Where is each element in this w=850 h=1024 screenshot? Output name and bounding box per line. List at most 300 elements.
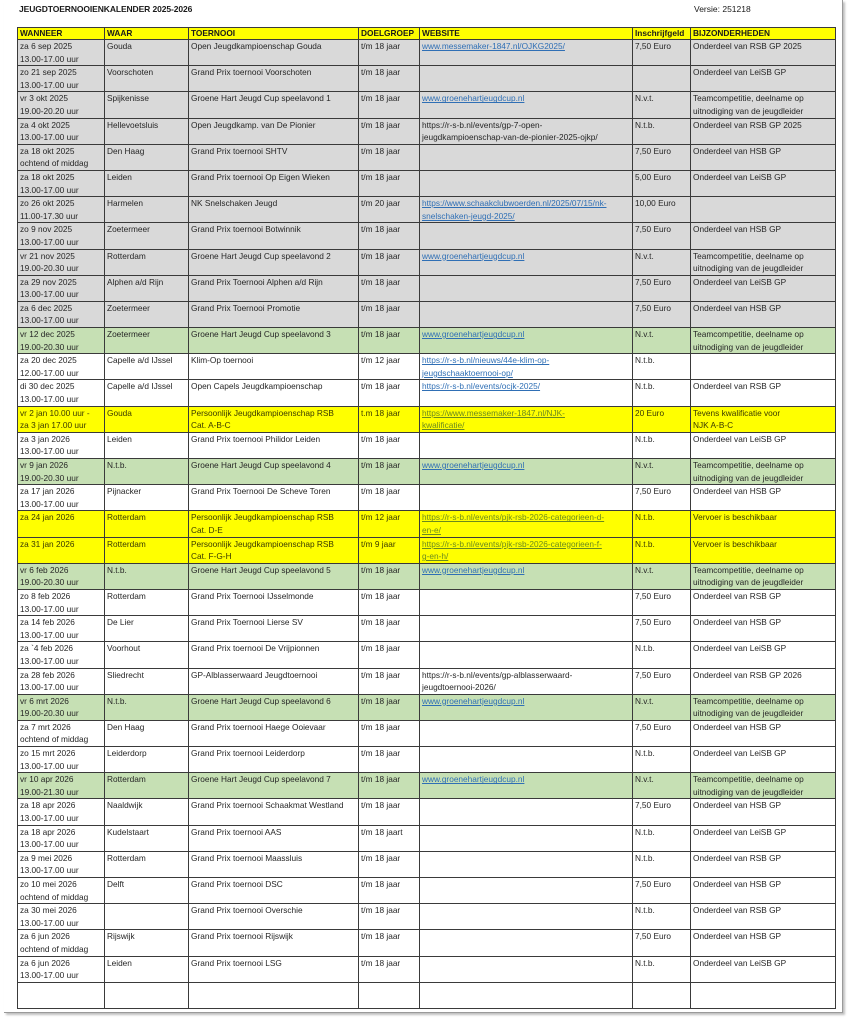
website-link[interactable]: www.groenehartjeugdcup.nl — [422, 93, 525, 104]
cell-website[interactable] — [420, 773, 633, 799]
cell-bijzonderheden-line: Onderdeel van LeiSB GP — [693, 433, 787, 444]
cell-toernooi — [189, 92, 359, 118]
cell-toernooi-line: Cat. A-B-C — [191, 420, 231, 431]
cell-toernooi-line: Groene Hart Jeugd Cup speelavond 7 — [191, 774, 331, 785]
cell-website[interactable] — [420, 249, 633, 275]
cell-bijzonderheden — [691, 406, 836, 432]
cell-inschrijfgeld: N.v.t. — [633, 694, 691, 720]
cell-wanneer-line: za 18 apr 2026 — [20, 826, 76, 837]
cell-inschrijfgeld: 7,50 Euro — [633, 144, 691, 170]
table-row — [18, 328, 836, 354]
cell-wanneer — [18, 459, 105, 485]
cell-bijzonderheden-line: Teamcompetitie, deelname op — [693, 250, 804, 261]
cell-inschrijfgeld — [633, 982, 691, 1008]
cell-wanneer — [18, 563, 105, 589]
cell-wanneer — [18, 170, 105, 196]
cell-toernooi — [189, 354, 359, 380]
cell-inschrijfgeld: N.t.b. — [633, 851, 691, 877]
cell-toernooi — [189, 118, 359, 144]
cell-wanneer-line: di 30 dec 2025 — [20, 381, 75, 392]
cell-toernooi — [189, 328, 359, 354]
cell-bijzonderheden — [691, 747, 836, 773]
cell-bijzonderheden — [691, 799, 836, 825]
cell-bijzonderheden — [691, 642, 836, 668]
cell-website-line: https://r-s-b.nl/events/gp-alblasserwaard- — [422, 669, 573, 680]
cell-doelgroep: t/m 18 jaar — [359, 66, 420, 92]
cell-doelgroep: t/m 18 jaar — [359, 773, 420, 799]
cell-doelgroep: t/m 18 jaar — [359, 92, 420, 118]
cell-doelgroep: t.m 18 jaar — [359, 406, 420, 432]
cell-bijzonderheden-line: Onderdeel van LeiSB GP — [693, 276, 787, 287]
cell-bijzonderheden-line: Teamcompetitie, deelname op — [693, 774, 804, 785]
cell-waar: Pijnacker — [105, 485, 189, 511]
cell-bijzonderheden — [691, 275, 836, 301]
cell-wanneer-line: 13.00-17.00 uur — [20, 184, 79, 195]
table-row — [18, 197, 836, 223]
cell-toernooi — [189, 170, 359, 196]
cell-inschrijfgeld: N.t.b. — [633, 747, 691, 773]
header-inschrijfgeld: Inschrijfgeld — [633, 28, 691, 40]
cell-wanneer-line: za 20 dec 2025 — [20, 355, 77, 366]
cell-wanneer-line: 13.00-17.00 uur — [20, 315, 79, 326]
cell-bijzonderheden-line: uitnodiging van de jeugdleider — [693, 341, 804, 352]
cell-wanneer-line: za 14 feb 2026 — [20, 617, 75, 628]
table-row — [18, 511, 836, 537]
cell-toernooi-line: Grand Prix toernooi Op Eigen Wieken — [191, 171, 330, 182]
website-link[interactable]: jeugdschaaktoernooi-op/ — [422, 367, 513, 378]
cell-doelgroep: t/m 18 jaar — [359, 249, 420, 275]
cell-bijzonderheden — [691, 328, 836, 354]
cell-wanneer-line: vr 6 feb 2026 — [20, 564, 69, 575]
cell-bijzonderheden — [691, 432, 836, 458]
cell-bijzonderheden-line: Onderdeel van RSB GP 2025 — [693, 119, 802, 130]
table-row — [18, 904, 836, 930]
cell-toernooi-line: Grand Prix toernooi SHTV — [191, 145, 288, 156]
cell-doelgroep: t/m 9 jaar — [359, 537, 420, 563]
cell-bijzonderheden-line: Onderdeel van LeiSB GP — [693, 171, 787, 182]
cell-bijzonderheden — [691, 930, 836, 956]
cell-wanneer — [18, 773, 105, 799]
cell-waar: N.t.b. — [105, 459, 189, 485]
cell-doelgroep: t/m 18 jaar — [359, 144, 420, 170]
cell-bijzonderheden-line: Onderdeel van RSB GP — [693, 905, 782, 916]
cell-toernooi-line: Grand Prix Toernooi Promotie — [191, 302, 301, 313]
cell-inschrijfgeld: N.t.b. — [633, 432, 691, 458]
cell-inschrijfgeld: N.t.b. — [633, 118, 691, 144]
table-row — [18, 406, 836, 432]
cell-website — [420, 589, 633, 615]
cell-toernooi — [189, 144, 359, 170]
cell-toernooi — [189, 223, 359, 249]
cell-bijzonderheden — [691, 904, 836, 930]
cell-wanneer — [18, 301, 105, 327]
cell-wanneer-line: zo 8 feb 2026 — [20, 590, 71, 601]
cell-toernooi-line: Groene Hart Jeugd Cup speelavond 1 — [191, 93, 331, 104]
cell-waar: Harmelen — [105, 197, 189, 223]
cell-doelgroep: t/m 18 jaar — [359, 904, 420, 930]
cell-website — [420, 118, 633, 144]
cell-wanneer-line: vr 6 mrt 2026 — [20, 695, 69, 706]
cell-wanneer-line: za 28 feb 2026 — [20, 669, 75, 680]
cell-wanneer-line: 19.00-21.30 uur — [20, 786, 79, 797]
cell-wanneer — [18, 249, 105, 275]
table-row — [18, 589, 836, 615]
cell-wanneer-line: 13.00-17.00 uur — [20, 53, 79, 64]
cell-toernooi — [189, 773, 359, 799]
cell-toernooi-line: Grand Prix toernooi Schaakmat Westland — [191, 800, 344, 811]
cell-waar — [105, 904, 189, 930]
cell-bijzonderheden-line: uitnodiging van de jeugdleider — [693, 708, 804, 719]
cell-website — [420, 432, 633, 458]
cell-inschrijfgeld: N.v.t. — [633, 249, 691, 275]
cell-wanneer-line: 13.00-17.00 uur — [20, 603, 79, 614]
cell-inschrijfgeld: 20 Euro — [633, 406, 691, 432]
cell-toernooi — [189, 40, 359, 66]
cell-wanneer — [18, 956, 105, 982]
cell-wanneer-line: ochtend of middag — [20, 158, 89, 169]
cell-bijzonderheden-line: Onderdeel van RSB GP 2026 — [693, 669, 802, 680]
cell-doelgroep: t/m 18 jaar — [359, 118, 420, 144]
cell-bijzonderheden-line: uitnodiging van de jeugdleider — [693, 263, 804, 274]
cell-wanneer-line: 13.00-17.00 uur — [20, 970, 79, 981]
cell-doelgroep: t/m 18 jaar — [359, 432, 420, 458]
cell-wanneer — [18, 40, 105, 66]
cell-website[interactable] — [420, 354, 633, 380]
cell-toernooi — [189, 459, 359, 485]
website-link[interactable]: www.groenehartjeugdcup.nl — [422, 460, 525, 470]
cell-waar: Rotterdam — [105, 589, 189, 615]
cell-wanneer-line: 13.00-17.00 uur — [20, 394, 79, 405]
cell-website[interactable] — [420, 92, 633, 118]
cell-bijzonderheden — [691, 485, 836, 511]
website-link[interactable]: www.messemaker-1847.nl/OJKG2025/ — [422, 41, 565, 51]
cell-inschrijfgeld: N.v.t. — [633, 563, 691, 589]
cell-website — [420, 66, 633, 92]
cell-inschrijfgeld: N.t.b. — [633, 956, 691, 982]
website-link[interactable]: www.groenehartjeugdcup.nl — [422, 329, 525, 340]
cell-inschrijfgeld: 7,50 Euro — [633, 668, 691, 694]
cell-toernooi-line: Grand Prix Toernooi Lierse SV — [191, 617, 303, 628]
cell-wanneer — [18, 904, 105, 930]
cell-inschrijfgeld: N.t.b. — [633, 511, 691, 537]
cell-website[interactable] — [420, 40, 633, 66]
cell-website — [420, 825, 633, 851]
cell-waar — [105, 982, 189, 1008]
website-link[interactable]: www.groenehartjeugdcup.nl — [422, 774, 525, 785]
cell-bijzonderheden-line: Teamcompetitie, deelname op — [693, 329, 804, 340]
cell-toernooi-line: Persoonlijk Jeugdkampioenschap RSB — [191, 407, 334, 418]
cell-bijzonderheden — [691, 956, 836, 982]
cell-waar: Spijkenisse — [105, 92, 189, 118]
table-row — [18, 144, 836, 170]
cell-bijzonderheden — [691, 170, 836, 196]
cell-waar: Gouda — [105, 406, 189, 432]
cell-inschrijfgeld: 7,50 Euro — [633, 301, 691, 327]
cell-toernooi-line: Grand Prix toernooi De Vrijpionnen — [191, 643, 320, 654]
website-link[interactable]: snelschaken-jeugd-2025/ — [422, 210, 515, 221]
cell-wanneer — [18, 825, 105, 851]
table-row — [18, 982, 836, 1008]
cell-inschrijfgeld: N.t.b. — [633, 380, 691, 406]
cell-bijzonderheden-line: uitnodiging van de jeugdleider — [693, 577, 804, 588]
cell-bijzonderheden-line: Onderdeel van LeiSB GP — [693, 826, 787, 837]
cell-inschrijfgeld — [633, 66, 691, 92]
table-row — [18, 563, 836, 589]
cell-doelgroep: t/m 18 jaar — [359, 40, 420, 66]
cell-bijzonderheden-line: NJK A-B-C — [693, 420, 734, 431]
cell-doelgroep: t/m 18 jaart — [359, 825, 420, 851]
cell-wanneer — [18, 66, 105, 92]
cell-inschrijfgeld: N.t.b. — [633, 642, 691, 668]
cell-waar: Rotterdam — [105, 511, 189, 537]
cell-wanneer-line: 13.00-17.00 uur — [20, 917, 79, 928]
cell-wanneer-line: za 18 okt 2025 — [20, 171, 75, 182]
cell-toernooi-line: Grand Prix toernooi LSG — [191, 957, 282, 968]
cell-inschrijfgeld: 7,50 Euro — [633, 799, 691, 825]
cell-bijzonderheden — [691, 301, 836, 327]
cell-toernooi — [189, 720, 359, 746]
cell-doelgroep: t/m 18 jaar — [359, 170, 420, 196]
cell-bijzonderheden-line: uitnodiging van de jeugdleider — [693, 472, 804, 483]
table-row — [18, 354, 836, 380]
cell-wanneer-line: za 6 sep 2025 — [20, 41, 73, 51]
cell-waar: Capelle a/d IJssel — [105, 354, 189, 380]
website-link[interactable]: en-e/ — [422, 524, 441, 535]
cell-website[interactable] — [420, 380, 633, 406]
cell-wanneer — [18, 878, 105, 904]
cell-toernooi-line: GP-Alblasserwaard Jeugdtoernooi — [191, 669, 318, 680]
cell-waar: N.t.b. — [105, 563, 189, 589]
cell-toernooi-line: Grand Prix toernooi Philidor Leiden — [191, 433, 321, 444]
cell-doelgroep: t/m 18 jaar — [359, 589, 420, 615]
cell-wanneer — [18, 799, 105, 825]
cell-bijzonderheden — [691, 511, 836, 537]
cell-website — [420, 275, 633, 301]
website-link[interactable]: https://www.messemaker-1847.nl/NJK- — [422, 407, 565, 418]
header-doelgroep: DOELGROEP — [359, 28, 420, 40]
cell-wanneer-line: za 6 dec 2025 — [20, 302, 73, 313]
website-link[interactable]: www.groenehartjeugdcup.nl — [422, 695, 525, 706]
cell-website[interactable] — [420, 694, 633, 720]
cell-waar: Den Haag — [105, 144, 189, 170]
table-row — [18, 301, 836, 327]
cell-website[interactable] — [420, 459, 633, 485]
cell-bijzonderheden-line: Onderdeel van LeiSB GP — [693, 748, 787, 759]
cell-bijzonderheden — [691, 851, 836, 877]
cell-wanneer — [18, 747, 105, 773]
header-toernooi: TOERNOOI — [189, 28, 359, 40]
website-link[interactable]: https://www.schaakclubwoerden.nl/2025/07/15/nk- — [422, 198, 607, 209]
cell-website[interactable] — [420, 406, 633, 432]
cell-website[interactable] — [420, 563, 633, 589]
cell-bijzonderheden-line: Vervoer is beschikbaar — [693, 538, 777, 549]
cell-wanneer-line: ochtend of middag — [20, 734, 89, 745]
cell-toernooi — [189, 825, 359, 851]
cell-wanneer — [18, 354, 105, 380]
cell-bijzonderheden — [691, 563, 836, 589]
cell-doelgroep: t/m 18 jaar — [359, 668, 420, 694]
table-row — [18, 459, 836, 485]
cell-wanneer — [18, 982, 105, 1008]
cell-doelgroep: t/m 18 jaar — [359, 380, 420, 406]
cell-bijzonderheden-line: Teamcompetitie, deelname op — [693, 460, 804, 470]
cell-bijzonderheden — [691, 118, 836, 144]
cell-doelgroep: t/m 18 jaar — [359, 616, 420, 642]
cell-wanneer-line: za 6 jun 2026 — [20, 931, 70, 942]
cell-bijzonderheden — [691, 825, 836, 851]
cell-toernooi — [189, 878, 359, 904]
cell-inschrijfgeld: 10,00 Euro — [633, 197, 691, 223]
cell-website[interactable] — [420, 537, 633, 563]
cell-inschrijfgeld: N.v.t. — [633, 92, 691, 118]
table-row — [18, 537, 836, 563]
cell-wanneer-line: 12.00-17.00 uur — [20, 367, 79, 378]
cell-bijzonderheden — [691, 537, 836, 563]
cell-website-line: jeugdkampioenschap-van-de-pionier-2025-ojkp/ — [422, 132, 598, 143]
cell-wanneer-line: 13.00-17.00 uur — [20, 79, 79, 90]
cell-doelgroep: t/m 18 jaar — [359, 485, 420, 511]
cell-bijzonderheden-line: Teamcompetitie, deelname op — [693, 564, 804, 575]
cell-waar: Leiden — [105, 432, 189, 458]
cell-bijzonderheden — [691, 720, 836, 746]
cell-toernooi — [189, 485, 359, 511]
cell-toernooi — [189, 616, 359, 642]
cell-wanneer-line: 13.00-17.00 uur — [20, 655, 79, 666]
cell-doelgroep: t/m 18 jaar — [359, 956, 420, 982]
cell-wanneer-line: 13.00-17.00 uur — [20, 682, 79, 693]
cell-toernooi-line: Groene Hart Jeugd Cup speelavond 6 — [191, 695, 331, 706]
website-link[interactable]: https://r-s-b.nl/events/pjk-rsb-2026-categorieen-f- — [422, 538, 602, 549]
document-page — [4, 0, 843, 1013]
cell-inschrijfgeld: 7,50 Euro — [633, 720, 691, 746]
cell-waar: De Lier — [105, 616, 189, 642]
cell-website — [420, 851, 633, 877]
cell-wanneer-line: 13.00-17.00 uur — [20, 760, 79, 771]
cell-wanneer-line: za 24 jan 2026 — [20, 512, 75, 523]
cell-toernooi-line: Open Jeugdkamp. van De Pionier — [191, 119, 316, 130]
cell-doelgroep: t/m 18 jaar — [359, 747, 420, 773]
cell-toernooi-line: Open Capels Jeugdkampioenschap — [191, 381, 323, 392]
cell-wanneer-line: 19.00-20.30 uur — [20, 708, 79, 719]
cell-website — [420, 144, 633, 170]
table-row — [18, 694, 836, 720]
cell-bijzonderheden-line: Onderdeel van RSB GP — [693, 852, 782, 863]
cell-wanneer-line: 19.00-20.30 uur — [20, 263, 79, 274]
header-row — [18, 28, 836, 40]
header-website: WEBSITE — [420, 28, 633, 40]
cell-wanneer-line: za 29 nov 2025 — [20, 276, 77, 287]
cell-website — [420, 668, 633, 694]
table-row — [18, 616, 836, 642]
cell-waar: Alphen a/d Rijn — [105, 275, 189, 301]
cell-wanneer-line: vr 10 apr 2026 — [20, 774, 74, 785]
table-row — [18, 720, 836, 746]
cell-waar: Rotterdam — [105, 851, 189, 877]
website-link[interactable]: https://r-s-b.nl/events/pjk-rsb-2026-categorieen-d- — [422, 512, 605, 523]
website-link[interactable]: www.groenehartjeugdcup.nl — [422, 564, 525, 575]
cell-bijzonderheden-line: Onderdeel van RSB GP — [693, 590, 782, 601]
table-row — [18, 170, 836, 196]
cell-website — [420, 956, 633, 982]
cell-wanneer-line: za 9 mei 2026 — [20, 852, 73, 863]
cell-bijzonderheden-line: Onderdeel van HSB GP — [693, 879, 782, 889]
cell-inschrijfgeld: N.t.b. — [633, 354, 691, 380]
cell-bijzonderheden-line: Onderdeel van RSB GP — [693, 381, 782, 392]
cell-toernooi-line: Grand Prix toernooi Botwinnik — [191, 224, 301, 235]
website-link[interactable]: g-en-h/ — [422, 551, 449, 562]
cell-bijzonderheden-line: Onderdeel van HSB GP — [693, 721, 782, 732]
table-row — [18, 275, 836, 301]
cell-waar: Voorschoten — [105, 66, 189, 92]
cell-bijzonderheden — [691, 459, 836, 485]
cell-waar: Rijswijk — [105, 930, 189, 956]
cell-website — [420, 720, 633, 746]
cell-website[interactable] — [420, 197, 633, 223]
cell-waar: Leiden — [105, 170, 189, 196]
cell-waar: Naaldwijk — [105, 799, 189, 825]
cell-website — [420, 170, 633, 196]
cell-inschrijfgeld: 7,50 Euro — [633, 485, 691, 511]
cell-website[interactable] — [420, 328, 633, 354]
cell-bijzonderheden — [691, 197, 836, 223]
website-link[interactable]: https://r-s-b.nl/events/ocjk-2025/ — [422, 381, 541, 392]
cell-toernooi-line: Grand Prix toernooi Leiderdorp — [191, 748, 305, 759]
table-row — [18, 642, 836, 668]
cell-bijzonderheden — [691, 223, 836, 249]
cell-wanneer — [18, 616, 105, 642]
cell-wanneer — [18, 720, 105, 746]
cell-bijzonderheden — [691, 878, 836, 904]
cell-inschrijfgeld: N.t.b. — [633, 825, 691, 851]
cell-toernooi-line: Persoonlijk Jeugdkampioenschap RSB — [191, 512, 334, 523]
cell-bijzonderheden-line: Onderdeel van LeiSB GP — [693, 957, 787, 968]
cell-wanneer-line: za 18 apr 2026 — [20, 800, 76, 811]
cell-bijzonderheden-line: Teamcompetitie, deelname op — [693, 93, 804, 104]
cell-wanneer-line: 19.00-20.30 uur — [20, 341, 79, 352]
cell-bijzonderheden-line: Onderdeel van HSB GP — [693, 931, 782, 942]
cell-waar: Zoetermeer — [105, 301, 189, 327]
cell-website — [420, 642, 633, 668]
cell-toernooi-line: Grand Prix Toernooi De Scheve Toren — [191, 486, 331, 497]
cell-wanneer-line: 13.00-17.00 uur — [20, 289, 79, 300]
cell-doelgroep: t/m 18 jaar — [359, 275, 420, 301]
cell-toernooi-line: Groene Hart Jeugd Cup speelavond 2 — [191, 250, 331, 261]
cell-wanneer-line: za 7 mrt 2026 — [20, 721, 71, 732]
cell-bijzonderheden-line: Onderdeel van LeiSB GP — [693, 643, 787, 654]
website-link[interactable]: https://r-s-b.nl/nieuws/44e-klim-op- — [422, 355, 550, 366]
cell-toernooi-line: Klim-Op toernooi — [191, 355, 254, 366]
cell-bijzonderheden — [691, 249, 836, 275]
cell-website[interactable] — [420, 511, 633, 537]
cell-wanneer-line: vr 3 okt 2025 — [20, 93, 68, 104]
cell-website — [420, 485, 633, 511]
cell-wanneer-line: 13.00-17.00 uur — [20, 865, 79, 876]
website-link[interactable]: www.groenehartjeugdcup.nl — [422, 250, 525, 261]
cell-bijzonderheden-line: Onderdeel van HSB GP — [693, 486, 782, 497]
cell-bijzonderheden — [691, 982, 836, 1008]
cell-wanneer-line: zo 10 mei 2026 — [20, 879, 77, 889]
cell-website — [420, 878, 633, 904]
tournament-calendar-table — [17, 27, 836, 1009]
cell-wanneer-line: 13.00-17.00 uur — [20, 236, 79, 247]
cell-bijzonderheden-line: Onderdeel van RSB GP 2025 — [693, 41, 802, 51]
cell-wanneer — [18, 275, 105, 301]
cell-toernooi — [189, 982, 359, 1008]
cell-website — [420, 930, 633, 956]
table-row — [18, 40, 836, 66]
cell-wanneer — [18, 223, 105, 249]
website-link[interactable]: kwalificatie/ — [422, 420, 465, 431]
